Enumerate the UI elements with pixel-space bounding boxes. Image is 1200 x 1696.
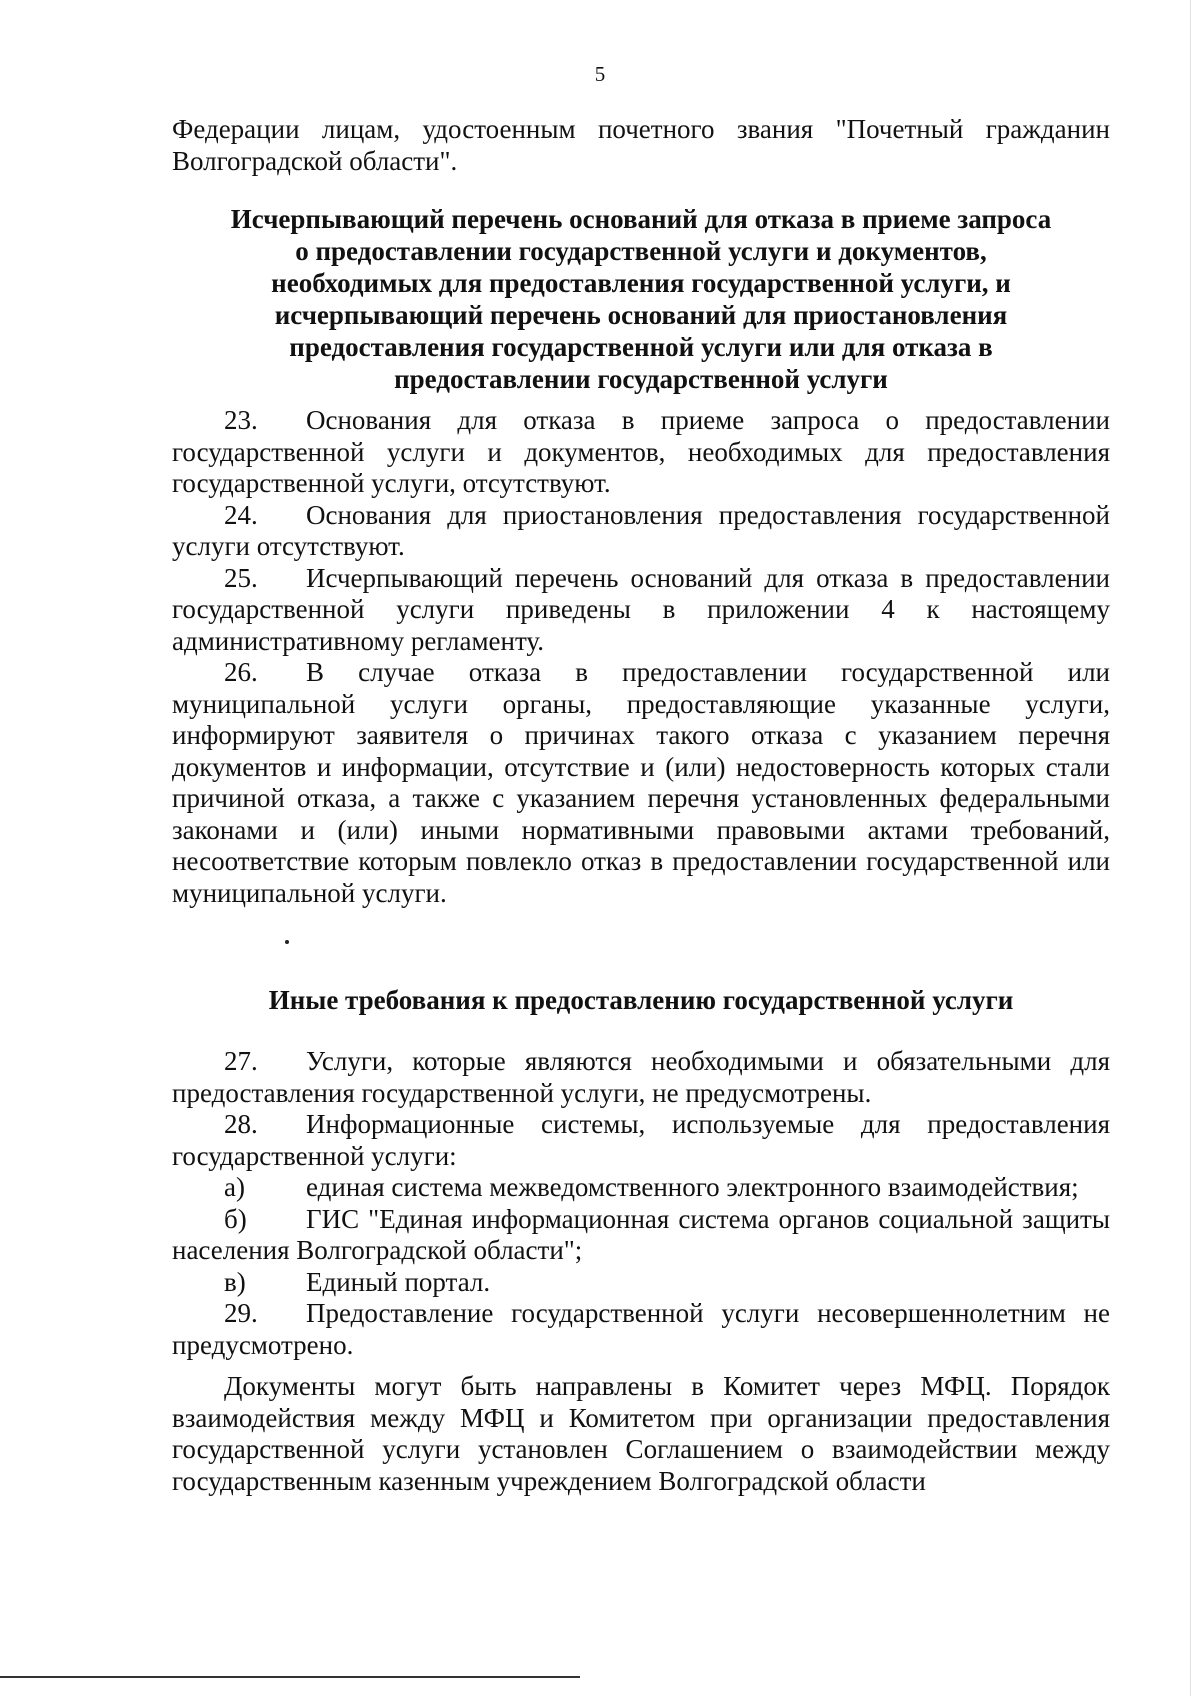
paragraph-item-26 — [172, 657, 1110, 909]
scan-edge-line — [1190, 0, 1191, 1696]
item-text: единая система межведомственного электронного взаимодействия; — [306, 1172, 1079, 1202]
footer-rule — [0, 1676, 580, 1678]
section1-heading-line: необходимых для предоставления государственной услуги, и — [271, 268, 1011, 298]
item-text: Информационные системы, используемые для предоставления государственной услуги: — [172, 1109, 1110, 1171]
paragraph-item-23 — [172, 405, 1110, 500]
item-number: 29. — [224, 1298, 258, 1328]
item-text: ГИС "Единая информационная система органов социальной защиты населения Волгоградской области"; — [172, 1203, 1110, 1265]
item-text: Исчерпывающий перечень оснований для отказа в предоставлении государственной услуги приведены в приложении 4 к настоящему административному регламенту. — [172, 562, 1110, 656]
intro-paragraph: Федерации лицам, удостоенным почетного звания "Почетный гражданин Волгоградской области". — [172, 114, 1110, 176]
closing-paragraph: Документы могут быть направлены в Комитет через МФЦ. Порядок взаимодействия между МФЦ и Комитетом при организации предоставления государственной услуги установлен Соглашением о взаимодействии между государственным казенным учреждением Волгоградской области — [172, 1371, 1110, 1496]
scan-speck — [285, 940, 289, 944]
paragraph-item-24 — [172, 500, 1110, 563]
section1-heading-line: о предоставлении государственной услуги и документов, — [295, 236, 987, 266]
section1-heading-line: предоставления государственной услуги или для отказа в — [289, 332, 993, 362]
paragraph-item-27 — [172, 1046, 1110, 1109]
paragraph-item-v — [172, 1267, 1110, 1299]
paragraph-item-25 — [172, 563, 1110, 658]
page-number: 5 — [594, 62, 606, 86]
item-number: 28. — [224, 1109, 258, 1139]
section1-heading — [172, 203, 1110, 395]
paragraph-item-a — [172, 1172, 1110, 1204]
item-number: 23. — [224, 405, 258, 435]
document-body — [172, 114, 1110, 1497]
item-text: В случае отказа в предоставлении государственной или муниципальной услуги органы, предоставляющие указанные услуги, информируют заявителя о причинах такого отказа с указанием перечня документов и информации, отсутствие и (или) недостоверность которых стали причиной отказа, а также с указанием перечня установленных федеральными законами и (или) иными нормативными правовыми актами требований, несоответствие которым повлекло отказ в предоставлении государственной или муниципальной услуги. — [172, 657, 1110, 908]
item-number: 27. — [224, 1046, 258, 1076]
item-text: Услуги, которые являются необходимыми и обязательными для предоставления государственной услуги, не предусмотрены. — [172, 1046, 1110, 1108]
item-number: 25. — [224, 562, 258, 593]
section1-heading-line: исчерпывающий перечень оснований для приостановления — [274, 300, 1008, 330]
item-number: б) — [224, 1203, 247, 1234]
section1-heading-line: предоставлении государственной услуги — [394, 364, 888, 394]
paragraph-item-28 — [172, 1109, 1110, 1172]
section2-heading: Иные требования к предоставлению государственной услуги — [268, 985, 1014, 1015]
paragraph-item-29 — [172, 1298, 1110, 1361]
item-number: 26. — [224, 657, 258, 687]
item-text: Основания для отказа в приеме запроса о предоставлении государственной услуги и документов, необходимых для предоставления государственной услуги, отсутствуют. — [172, 405, 1110, 498]
section1-heading-line: Исчерпывающий перечень оснований для отказа в приеме запроса — [230, 204, 1052, 234]
item-text: Предоставление государственной услуги несовершеннолетним не предусмотрено. — [172, 1298, 1110, 1360]
item-number: 24. — [224, 499, 258, 530]
item-text: Единый портал. — [306, 1266, 491, 1297]
item-text: Основания для приостановления предоставления государственной услуги отсутствуют. — [172, 499, 1110, 561]
item-number: а) — [224, 1172, 245, 1202]
item-number: в) — [224, 1266, 246, 1297]
paragraph-item-b — [172, 1204, 1110, 1267]
